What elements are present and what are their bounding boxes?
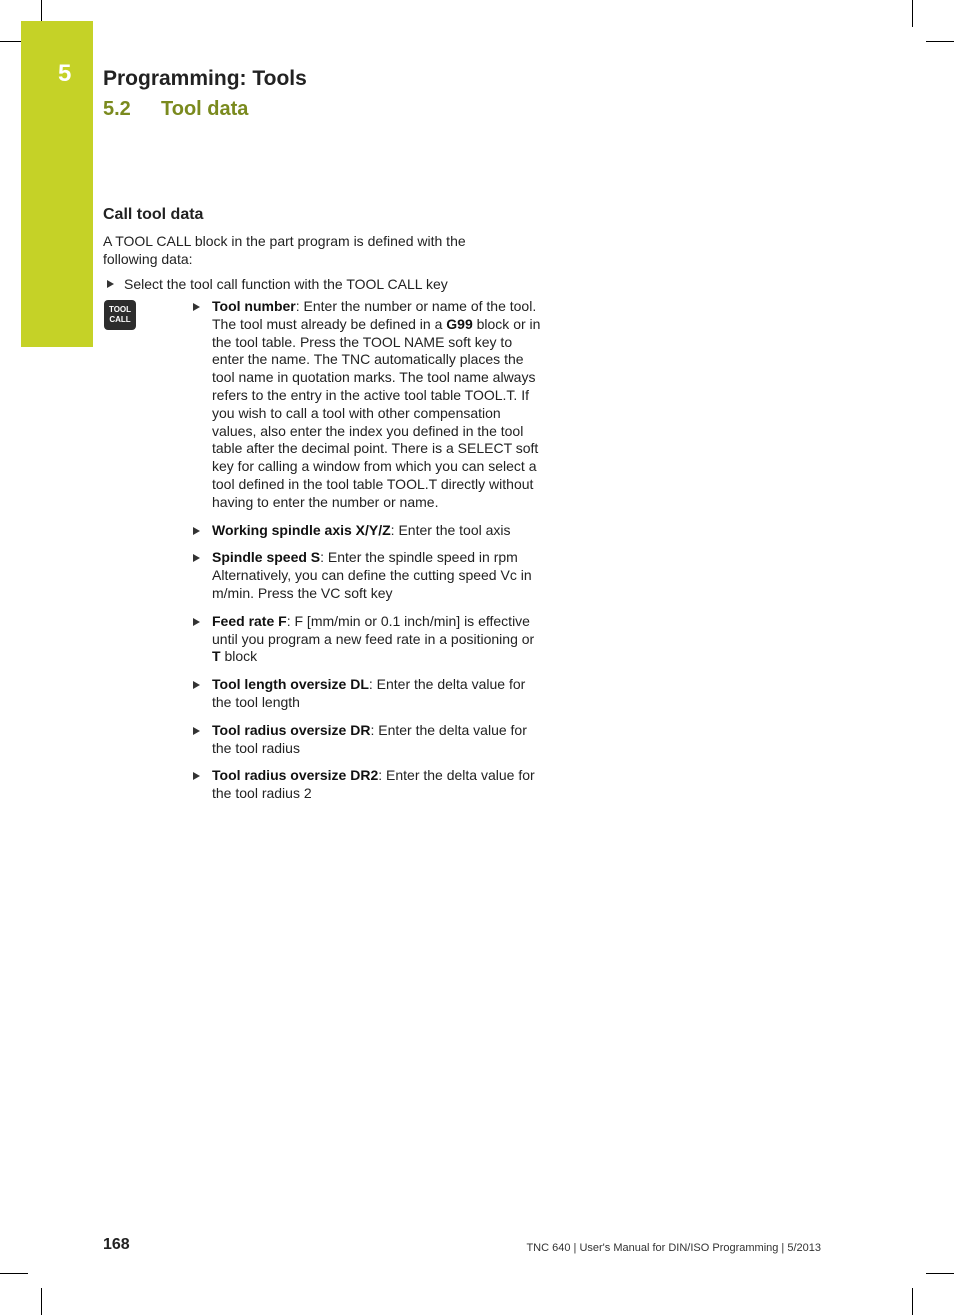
tool-call-key-icon: [104, 300, 136, 330]
arrow-right-icon: [193, 681, 200, 689]
param-label: Tool length oversize DL: [212, 676, 369, 693]
param-text: : Enter the spindle speed in rpm Alternatively, you can define the cutting speed Vc in m/min. Press the VC soft key: [212, 549, 532, 601]
param-code: G99: [446, 315, 473, 332]
arrow-right-icon: [193, 527, 200, 535]
list-item: [193, 613, 545, 666]
param-label: Feed rate F: [212, 612, 287, 629]
arrow-right-icon: [193, 727, 200, 735]
crop-mark: [912, 0, 913, 27]
param-text: : Enter the delta value for the tool length: [212, 676, 526, 710]
key-label-line1: TOOL: [108, 305, 132, 314]
crop-mark: [0, 1273, 28, 1274]
chapter-tab: [21, 21, 93, 347]
key-label-line2: CALL: [109, 315, 131, 324]
list-item: [193, 676, 545, 712]
chapter-number: 5: [58, 60, 72, 87]
step-text: Select the tool call function with the TOOL CALL key: [124, 276, 448, 292]
param-label: Working spindle axis X/Y/Z: [212, 521, 391, 538]
list-item: [193, 722, 545, 758]
arrow-right-icon: [107, 280, 114, 288]
arrow-right-icon: [193, 772, 200, 780]
subsection-heading: Call tool data: [103, 206, 204, 223]
crop-mark: [912, 1288, 913, 1315]
crop-mark: [926, 1273, 954, 1274]
section-number: 5.2: [103, 98, 131, 120]
footer-text: TNC 640 | User's Manual for DIN/ISO Programming | 5/2013: [526, 1242, 821, 1254]
param-text: : Enter the delta value for the tool radius: [212, 721, 527, 756]
list-item: [193, 298, 545, 512]
param-text: : Enter the tool axis: [390, 521, 511, 538]
section-heading: [103, 98, 248, 121]
step-instruction: [107, 275, 448, 293]
list-item: [193, 522, 545, 540]
crop-mark: [926, 41, 954, 42]
param-text: : Enter the number or name of the tool. The tool must already be defined in a: [212, 298, 537, 332]
arrow-right-icon: [193, 618, 200, 626]
crop-mark: [41, 1288, 42, 1315]
param-text: block: [220, 648, 258, 665]
section-title: Tool data: [161, 98, 249, 120]
param-label: Spindle speed S: [212, 549, 321, 566]
list-item: [193, 549, 545, 602]
param-label: Tool number: [212, 298, 296, 314]
intro-paragraph: A TOOL CALL block in the part program is defined with the following data:: [103, 233, 466, 267]
param-label: Tool radius oversize DR2: [212, 767, 379, 784]
param-text: : Enter the delta value for the tool radius 2: [212, 767, 535, 802]
chapter-title: Programming: Tools: [103, 67, 307, 90]
param-code: T: [212, 648, 221, 665]
arrow-right-icon: [193, 303, 200, 311]
page-number: 168: [103, 1236, 130, 1253]
parameter-list: [193, 298, 545, 813]
arrow-right-icon: [193, 554, 200, 562]
param-label: Tool radius oversize DR: [212, 721, 371, 738]
param-text: block or in the tool table. Press the TOOL NAME soft key to enter the name. The TNC automatically places the tool name in quotation marks. The tool name always refers to the entry in the active tool table TOOL.T. If you wish to call a tool with other compensation values, also enter the index you defined in the tool table after the decimal point. There is a SELECT soft key for calling a window from which you can select a tool defined in the tool table TOOL.T directly without having to enter the number or name.: [212, 315, 541, 510]
param-text: : F [mm/min or 0.1 inch/min] is effective until you program a new feed rate in a positioning or: [212, 612, 535, 647]
list-item: [193, 767, 545, 803]
